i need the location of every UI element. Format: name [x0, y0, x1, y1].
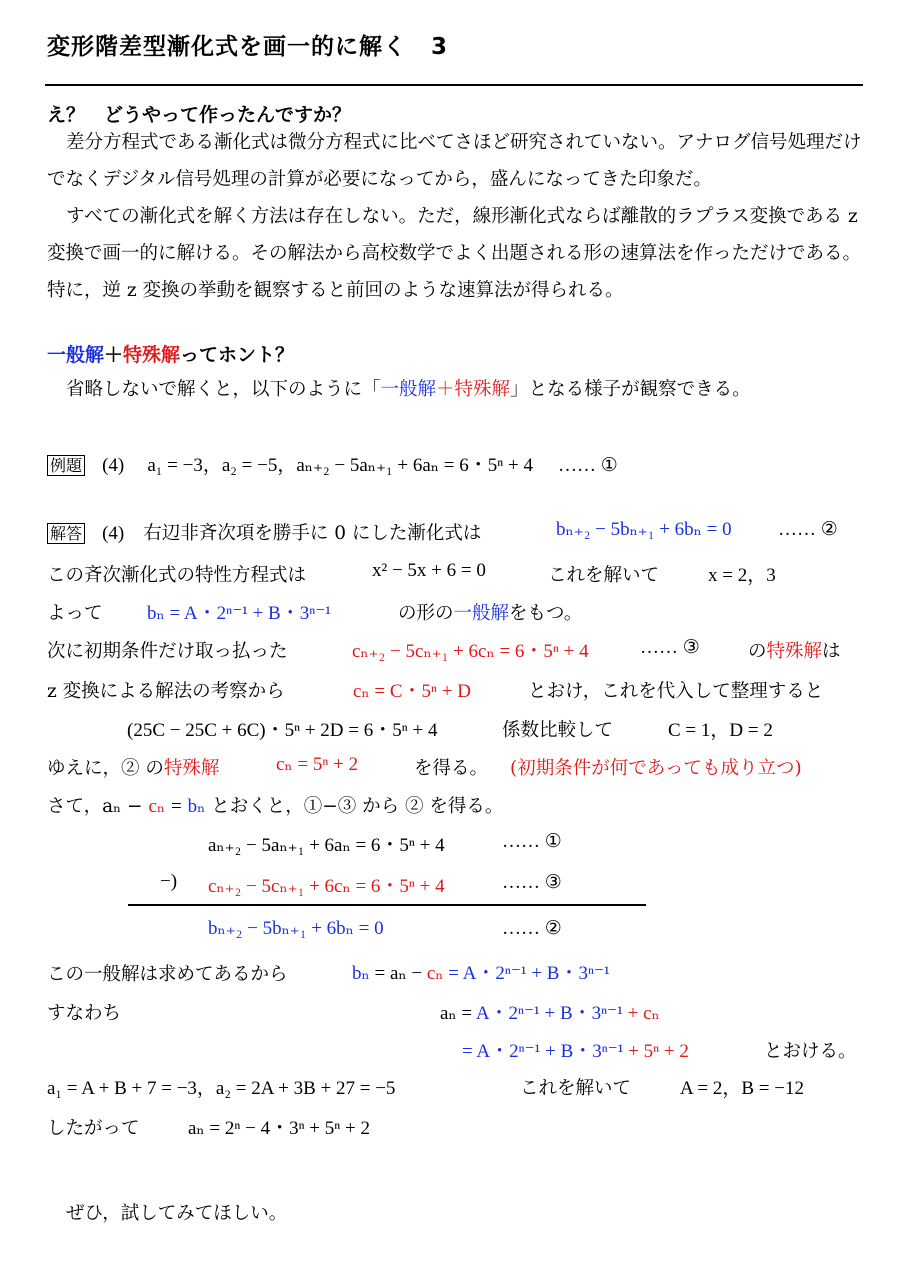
example-number: (4): [102, 455, 125, 476]
solution-l12-ans: A = 2，B = −12: [680, 1078, 804, 1099]
solution-l6-mid: 係数比較して: [502, 720, 614, 741]
l9-c: cₙ: [426, 963, 444, 984]
sub-line-3-mark: …… ②: [502, 918, 562, 939]
section2-heading: [47, 340, 294, 367]
solution-l9-text: この一般解は求めてあるから: [47, 964, 288, 985]
solution-l2-ans: x = 2，3: [708, 565, 776, 586]
l10-a: aₙ =: [440, 1003, 473, 1024]
l3-post-general: 一般解: [453, 603, 510, 624]
solution-l1-text: 右辺非斉次項を勝手に 0 にした漸化式は: [143, 523, 482, 544]
subtraction-rule: [128, 904, 646, 906]
solution-l5-eq: cₙ = C・5ⁿ + D: [353, 681, 471, 702]
sub-line-3-eq: bₙ₊₂ − 5bₙ₊₁ + 6bₙ = 0: [208, 918, 384, 939]
example-tag: 例題: [47, 455, 85, 476]
solution-l3-eq: bₙ = A・2ⁿ⁻¹ + B・3ⁿ⁻¹: [147, 603, 331, 624]
solution-l9-eq: [352, 958, 610, 985]
intro-general: 一般解: [380, 379, 437, 400]
l10-general: A・2ⁿ⁻¹ + B・3ⁿ⁻¹: [475, 1003, 623, 1024]
solution-l7-note: (初期条件が何であっても成り立つ): [510, 758, 802, 779]
solution-l3-text: よって: [47, 603, 103, 624]
solution-l2-mid: これを解いて: [548, 565, 660, 586]
title-divider: [45, 84, 863, 86]
solution-l11-eq: [462, 1036, 689, 1063]
solution-l5-post: とおけ，これを代入して整理すると: [528, 681, 824, 702]
solution-tag: 解答: [47, 523, 85, 544]
solution-l10-eq: [440, 998, 660, 1025]
page-title: 変形階差型漸化式を画一的に解く 3: [47, 34, 449, 60]
l10-c: + cₙ: [627, 1003, 660, 1024]
heading-particular-solution: 特殊解: [123, 344, 181, 366]
solution-l7-eq: cₙ = 5ⁿ + 2: [276, 754, 359, 775]
solution-l1-mark: …… ②: [778, 519, 838, 540]
solution-l7-b: を得る。: [414, 758, 489, 779]
solution-l10-text: すなわち: [47, 1003, 122, 1024]
l3-post-b: をもつ。: [509, 603, 583, 624]
l8-b: とおくと，①−③ から ② を得る。: [211, 796, 504, 817]
l8-c: cₙ: [148, 796, 166, 817]
l4-post-particular: 特殊解: [766, 641, 823, 662]
solution-l5-text: z 変換による解法の考察から: [47, 681, 285, 702]
closing-text: ぜひ，試してみてほしい。: [66, 1203, 288, 1224]
solution-l6-eq: (25C − 25C + 6C)・5ⁿ + 2D = 6・5ⁿ + 4: [127, 720, 438, 741]
solution-l7: [47, 754, 219, 780]
section1-p1-text: 差分方程式である漸化式は微分方程式に比べてさほど研究されていない。アナログ信号処理だけでなくデジタル信号処理の計算が必要になってから，盛んになってきた印象だ。: [47, 132, 862, 190]
section2-intro: [66, 375, 751, 401]
section1-p2-text: すべての漸化式を解く方法は存在しない。ただ，線形漸化式ならば離散的ラプラス変換である z 変換で画一的に解ける。その解法から高校数学でよく出題される形の速算法を作っただけである。特に，逆 z 変換の挙動を観察すると前回のような速算法が得られる。: [47, 206, 862, 301]
intro-b: 」となる様子が観察できる。: [510, 379, 751, 400]
solution-l2-text: この斉次漸化式の特性方程式は: [47, 565, 307, 586]
l9-a: = aₙ −: [374, 963, 423, 984]
sub-line-2-minus: −): [160, 871, 178, 892]
l3-post-a: の形の: [398, 603, 454, 624]
l4-post-b: は: [822, 641, 841, 662]
sub-line-2-mark: …… ③: [502, 872, 562, 893]
section1-paragraph2: [47, 198, 862, 309]
solution-l12-mid: これを解いて: [520, 1078, 632, 1099]
solution-l13-text: したがって: [47, 1118, 140, 1139]
solution-number: (4): [102, 523, 125, 544]
solution-l12-eq: a₁ = A + B + 7 = −3，a₂ = 2A + 3B + 27 = −5: [47, 1078, 396, 1099]
solution-l13-eq: aₙ = 2ⁿ − 4・3ⁿ + 5ⁿ + 2: [188, 1118, 370, 1139]
section1-heading: え？ どうやって作ったんですか？: [47, 104, 352, 126]
section1-paragraph1: [47, 124, 862, 198]
intro-particular: 特殊解: [454, 379, 511, 400]
solution-l11-post: とおける。: [764, 1041, 857, 1062]
sub-line-1-mark: …… ①: [502, 831, 562, 852]
solution-l1-eq: bₙ₊₂ − 5bₙ₊₁ + 6bₙ = 0: [556, 519, 732, 540]
l8-eq: =: [170, 796, 182, 817]
intro-a: 省略しないで解くと，以下のように「: [66, 379, 381, 400]
heading-plus: ＋: [104, 344, 124, 366]
sub-line-1-eq: aₙ₊₂ − 5aₙ₊₁ + 6aₙ = 6・5ⁿ + 4: [208, 835, 445, 856]
example-line: [47, 450, 618, 477]
solution-l4-mark: …… ③: [640, 637, 700, 658]
example-mark: …… ①: [558, 455, 618, 476]
l9-general: = A・2ⁿ⁻¹ + B・3ⁿ⁻¹: [448, 963, 610, 984]
l7-a: ゆえに，② の: [47, 758, 164, 779]
l8-b-blue: bₙ: [187, 796, 206, 817]
solution-l8: [47, 792, 503, 818]
l11-general: = A・2ⁿ⁻¹ + B・3ⁿ⁻¹: [462, 1041, 624, 1062]
sub-line-2-eq: cₙ₊₂ − 5cₙ₊₁ + 6cₙ = 6・5ⁿ + 4: [208, 876, 445, 897]
solution-l4-text: 次に初期条件だけ取っ払った: [47, 641, 288, 662]
solution-line-1: [47, 519, 481, 545]
solution-l3-post: [398, 599, 582, 625]
solution-l4-eq: cₙ₊₂ − 5cₙ₊₁ + 6cₙ = 6・5ⁿ + 4: [352, 641, 589, 662]
solution-l6-ans: C = 1，D = 2: [668, 720, 773, 741]
intro-plus: ＋: [436, 379, 455, 400]
solution-l2-eq: x² − 5x + 6 = 0: [372, 560, 486, 581]
l7-particular: 特殊解: [163, 758, 220, 779]
l8-a: さて，aₙ −: [47, 796, 143, 817]
heading-general-solution: 一般解: [47, 344, 105, 366]
l11-particular: + 5ⁿ + 2: [628, 1041, 689, 1062]
l9-b: bₙ: [352, 963, 370, 984]
heading-rest: ってホント？: [180, 344, 295, 366]
example-equation: a₁ = −3，a₂ = −5，aₙ₊₂ − 5aₙ₊₁ + 6aₙ = 6・5ⁿ + 4: [147, 455, 533, 476]
l4-post-a: の: [748, 641, 767, 662]
solution-l4-post: [748, 637, 841, 663]
